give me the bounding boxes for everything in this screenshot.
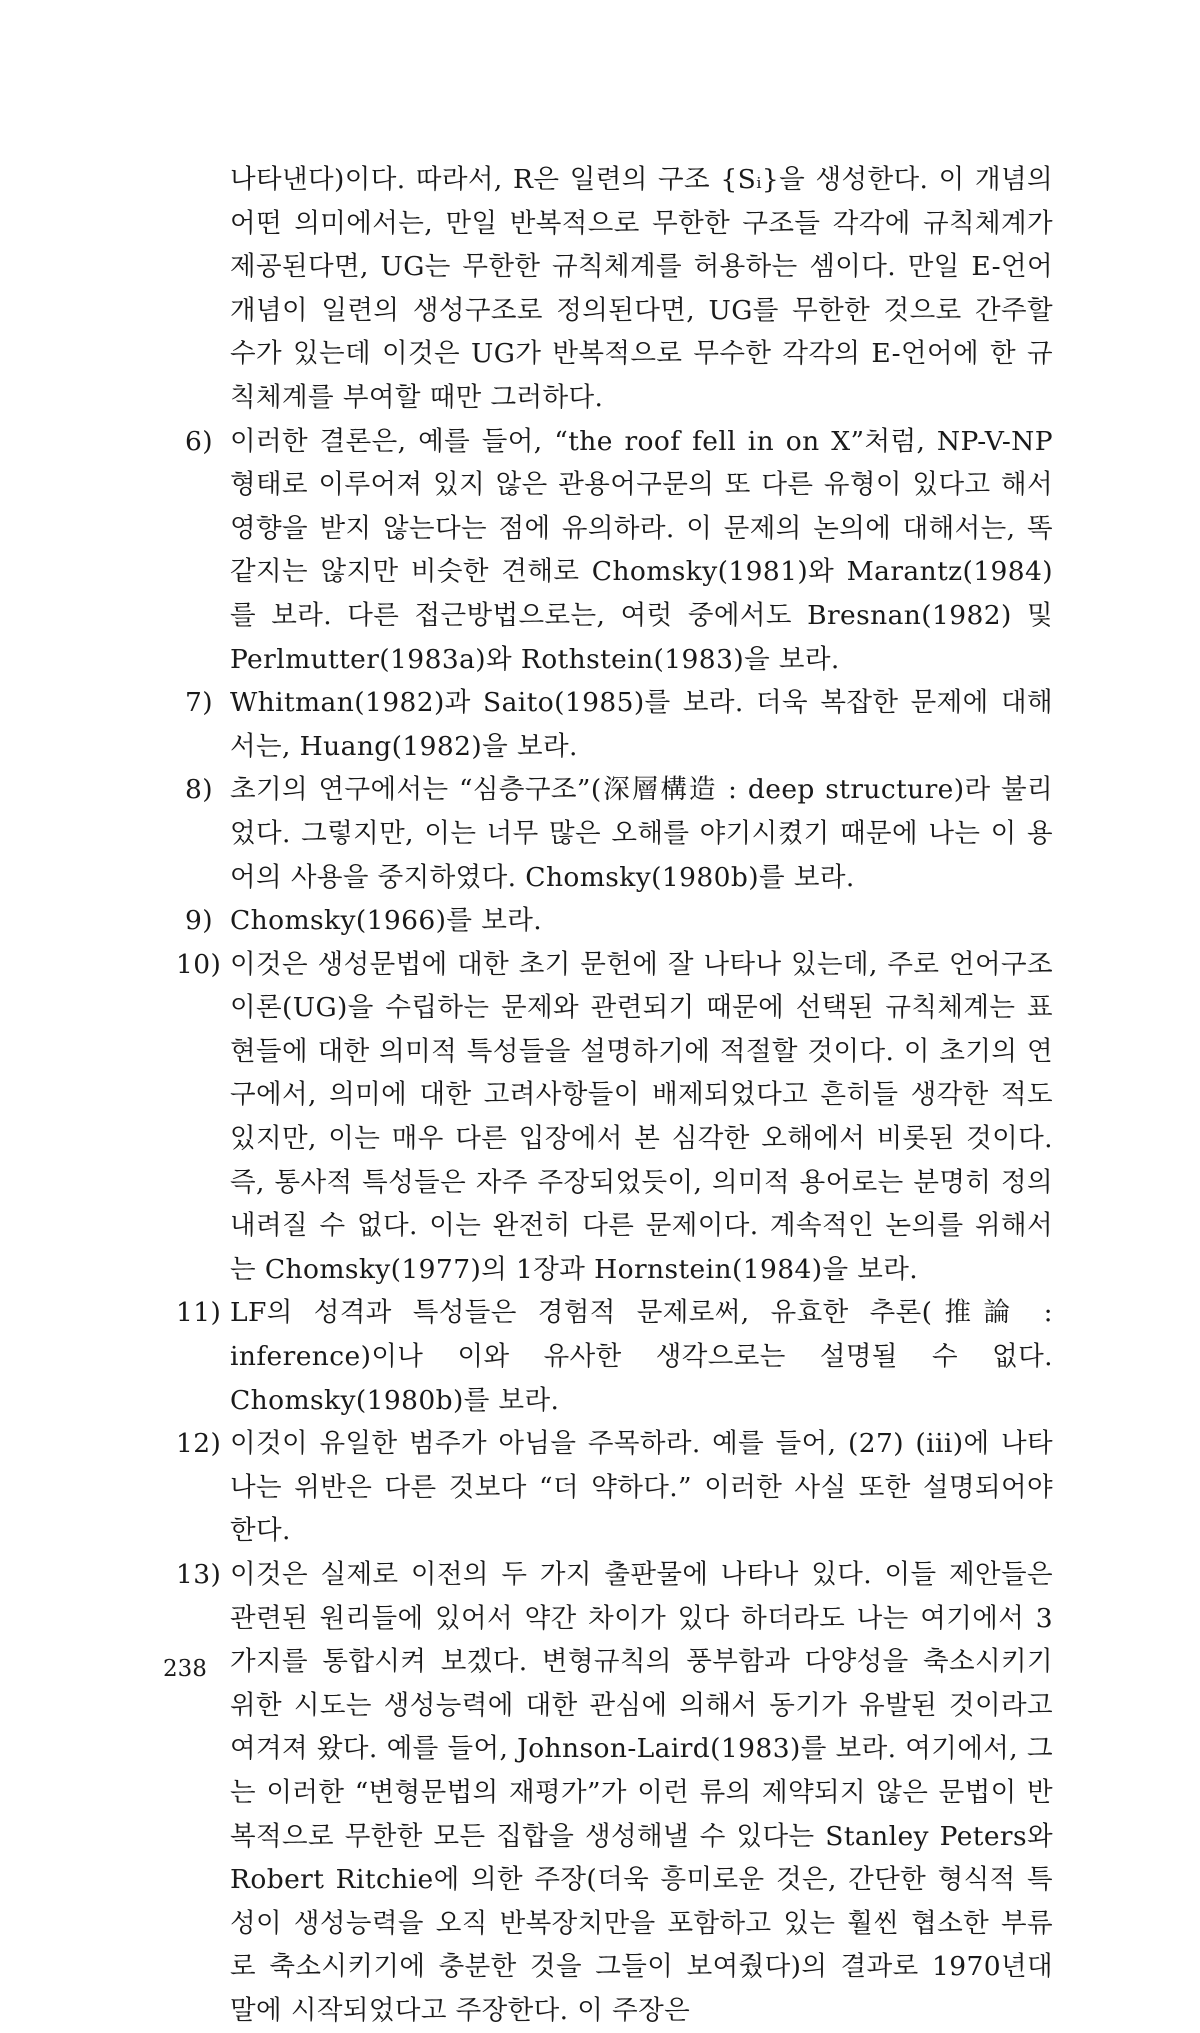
note-number: 9) [185, 905, 213, 937]
note-text: 이것은 실제로 이전의 두 가지 출판물에 나타나 있다. 이들 제안들은 관련된 원리들에 있어서 약간 차이가 있다 하더라도 나는 여기에서 3가지를 통합시켜 보겠다. 변형규칙의 풍부함과 다양성을 축소시키기 위한 시도는 생성능력에 대한 관심에 의해서 동기가 유발된 것이라고 여겨져 왔다. 예를 들어, Johnson-Laird(1983)를 보라. 여기에서, 그는 이러한 “변형문법의 재평가”가 이런 류의 제약되지 않은 문법이 반복적으로 무한한 모든 집합을 생성해낼 수 있다는 Stanley Peters와 Robert Ritchie에 의한 주장(더욱 흥미로운 것은, 간단한 형식적 특성이 생성능력을 오직 반복장치만을 포함하고 있는 훨씬 협소한 부류로 축소시키기에 충분한 것을 그들이 보여줬다)의 결과로 1970년대 말에 시작되었다고 주장한다. 이 주장은 [230, 1559, 1053, 2026]
note-text: Whitman(1982)과 Saito(1985)를 보라. 더욱 복잡한 문제에 대해서는, Huang(1982)을 보라. [230, 687, 1053, 762]
note-text: 이러한 결론은, 예를 들어, “the roof fell in on X”처럼, NP-V-NP 형태로 이루어져 있지 않은 관용어구문의 또 다른 유형이 있다고 해서 영향을 받지 않는다는 점에 유의하라. 이 문제의 논의에 대해서는, 똑같지는 않지만 비슷한 견해로 Chomsky(1981)와 Marantz(1984)를 보라. 다른 접근방법으로는, 여럿 중에서도 Bresnan(1982) 및 Perlmutter(1983a)와 Rothstein(1983)을 보라. [230, 425, 1053, 675]
note-number: 12) [176, 1428, 222, 1460]
note-number: 13) [176, 1559, 222, 1590]
continued-note-text: 나타낸다)이다. 따라서, R은 일련의 구조 {Sᵢ}을 생성한다. 이 개념의 어떤 의미에서는, 만일 반복적으로 무한한 구조들 각각에 규칙체계가 제공된다면, UG는 무한한 규칙체계를 허용하는 셈이다. 만일 E-언어개념이 일련의 생성구조로 정의된다면, UG를 무한한 것으로 간주할 수가 있는데 이것은 UG가 반복적으로 무수한 각각의 E-언어에 한 규칙체계를 부여할 때만 그러하다. [230, 164, 1053, 413]
note-9 [185, 899, 1053, 943]
note-number: 7) [185, 687, 213, 719]
note-number: 8) [185, 774, 213, 806]
note-12 [176, 1422, 1053, 1553]
note-10 [176, 943, 1053, 1292]
note-number: 6) [185, 425, 213, 457]
note-number: 10) [176, 948, 222, 980]
note-11 [176, 1291, 1053, 1422]
note-text: 이것은 생성문법에 대한 초기 문헌에 잘 나타나 있는데, 주로 언어구조이론(UG)을 수립하는 문제와 관련되기 때문에 선택된 규칙체계는 표현들에 대한 의미적 특성들을 설명하기에 적절할 것이다. 이 초기의 연구에서, 의미에 대한 고려사항들이 배제되었다고 흔히들 생각한 적도 있지만, 이는 매우 다른 입장에서 본 심각한 오해에서 비롯된 것이다. 즉, 통사적 특성들은 자주 주장되었듯이, 의미적 용어로는 분명히 정의내려질 수 없다. 이는 완전히 다른 문제이다. 계속적인 논의를 위해서는 Chomsky(1977)의 1장과 Hornstein(1984)을 보라. [230, 948, 1053, 1285]
note-text: Chomsky(1966)를 보라. [230, 905, 543, 937]
note-8 [185, 768, 1053, 899]
note-text: LF의 성격과 특성들은 경험적 문제로써, 유효한 추론(推論 : inference)이나 이와 유사한 생각으로는 설명될 수 없다. Chomsky(1980b)를 보라. [230, 1297, 1053, 1416]
note-text: 이것이 유일한 범주가 아님을 주목하라. 예를 들어, (27) (iii)에 나타나는 위반은 다른 것보다 “더 약하다.” 이러한 사실 또한 설명되어야 한다. [230, 1428, 1053, 1547]
note-6 [185, 420, 1053, 682]
page-number: 238 [163, 1656, 207, 1682]
note-7 [185, 681, 1053, 768]
note-text: 초기의 연구에서는 “심층구조”(深層構造 : deep structure)라 불리었다. 그렇지만, 이는 너무 많은 오해를 야기시켰기 때문에 나는 이 용어의 사용을 중지하였다. Chomsky(1980b)를 보라. [230, 774, 1053, 893]
note-number: 11) [176, 1297, 222, 1329]
